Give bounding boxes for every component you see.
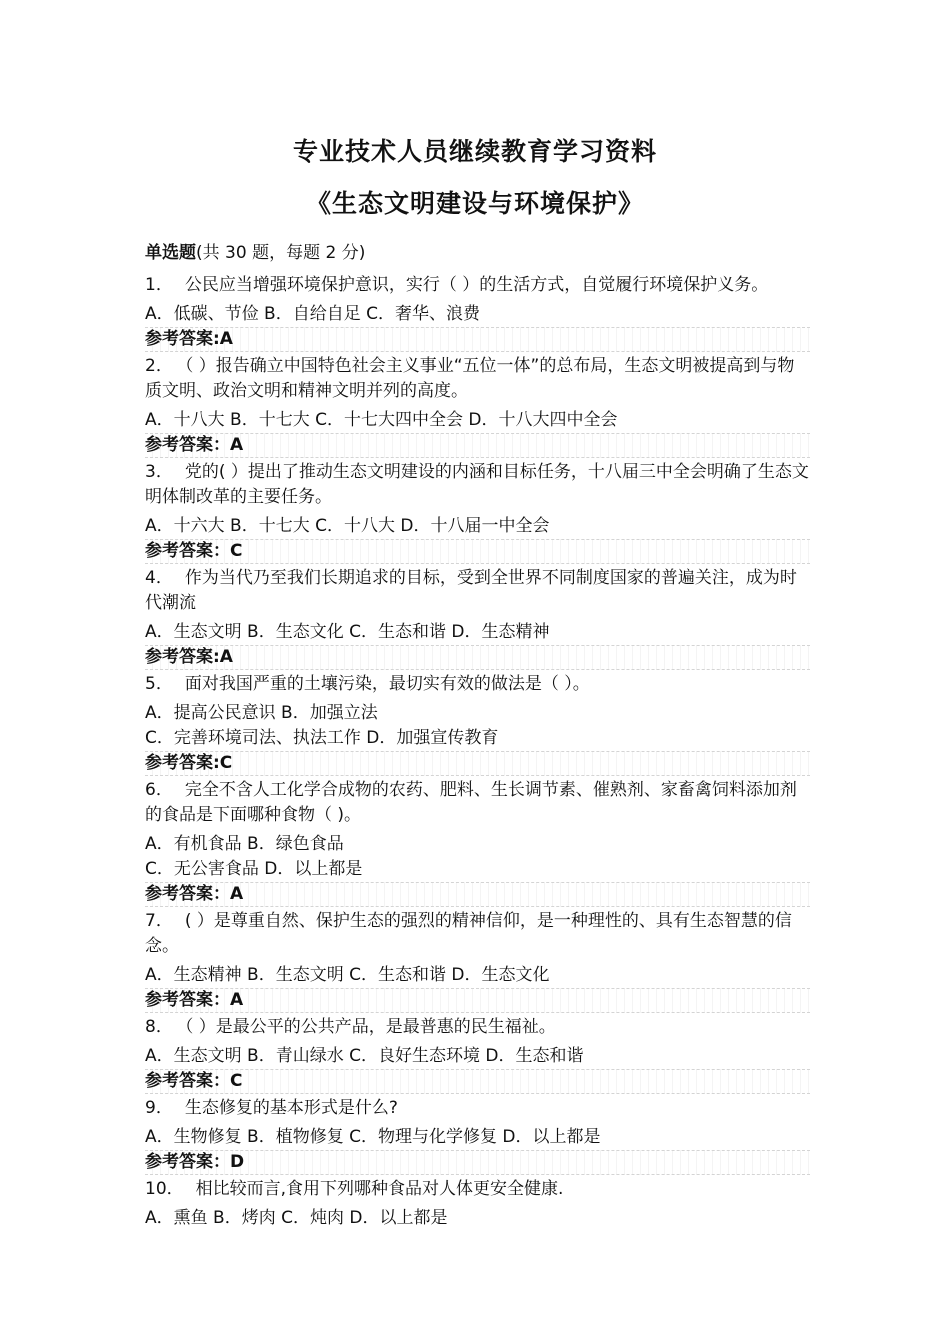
- question-number: 7．: [145, 911, 173, 931]
- question-number: 1．: [145, 275, 173, 295]
- question-item: [145, 909, 810, 1013]
- question-number: 8．: [145, 1017, 173, 1037]
- reference-answer: 参考答案:C: [145, 751, 810, 776]
- question-number: 10．: [145, 1179, 184, 1199]
- question-text: [145, 1177, 810, 1202]
- question-number: 9．: [145, 1098, 173, 1118]
- question-number: 2．: [145, 356, 173, 376]
- section-heading: [145, 238, 365, 263]
- reference-answer: 参考答案：D: [145, 1150, 810, 1175]
- question-text: [145, 354, 810, 404]
- reference-answer: 参考答案:A: [145, 327, 810, 352]
- answer-options: A．生态文明 B．青山绿水 C．良好生态环境 D．生态和谐: [145, 1046, 584, 1066]
- question-stem: ( ）是尊重自然、保护生态的强烈的精神信仰，是一种理性的、具有生态智慧的信念。: [145, 911, 792, 956]
- question-text: [145, 909, 810, 959]
- answer-options: C．无公害食品 D．以上都是: [145, 859, 363, 879]
- question-number: 4．: [145, 568, 173, 588]
- reference-answer: 参考答案：C: [145, 539, 810, 564]
- reference-answer: 参考答案：A: [145, 988, 810, 1013]
- question-text: [145, 672, 810, 697]
- question-stem: 面对我国严重的土壤污染，最切实有效的做法是（ ）。: [184, 674, 590, 694]
- question-stem: 作为当代乃至我们长期追求的目标，受到全世界不同制度国家的普遍关注，成为时代潮流: [145, 568, 797, 613]
- reference-answer: 参考答案：A: [145, 433, 810, 458]
- answer-options: A．十六大 B．十七大 C．十八大 D．十八届一中全会: [145, 516, 550, 536]
- answer-options: A．有机食品 B．绿色食品: [145, 834, 344, 854]
- question-item: [145, 672, 810, 776]
- question-list: [145, 273, 810, 1231]
- question-stem: 党的( ）提出了推动生态文明建设的内涵和目标任务，十八届三中全会明确了生态文明体制改革的主要任务。: [145, 462, 809, 507]
- question-item: [145, 1015, 810, 1094]
- section-heading-bold: 单选题: [145, 243, 196, 263]
- question-stem: 生态修复的基本形式是什么?: [184, 1098, 398, 1118]
- question-number: 3．: [145, 462, 173, 482]
- question-item: [145, 460, 810, 564]
- section-heading-detail: (共 30 题，每题 2 分): [196, 243, 366, 263]
- answer-options: A．生态文明 B．生态文化 C．生态和谐 D．生态精神: [145, 622, 550, 642]
- question-text: [145, 460, 810, 510]
- document-title: 专业技术人员继续教育学习资料: [292, 137, 657, 166]
- question-stem: 公民应当增强环境保护意识，实行（ ）的生活方式，自觉履行环境保护义务。: [184, 275, 769, 295]
- question-text: [145, 778, 810, 828]
- question-item: [145, 778, 810, 907]
- question-stem: 完全不含人工化学合成物的农药、肥料、生长调节素、催熟剂、家畜禽饲料添加剂的食品是下面哪种食物（ )。: [145, 780, 797, 825]
- reference-answer: 参考答案：A: [145, 882, 810, 907]
- document-subtitle: 《生态文明建设与环境保护》: [305, 189, 644, 218]
- question-stem: （ ）报告确立中国特色社会主义事业“五位一体”的总布局，生态文明被提高到与物质文明、政治文明和精神文明并列的高度。: [145, 356, 795, 401]
- answer-options: C．完善环境司法、执法工作 D．加强宣传教育: [145, 728, 499, 748]
- reference-answer: 参考答案：C: [145, 1069, 810, 1094]
- question-stem: （ ）是最公平的公共产品，是最普惠的民生福祉。: [184, 1017, 556, 1037]
- answer-options: A．提高公民意识 B．加强立法: [145, 703, 378, 723]
- question-text: [145, 1096, 810, 1121]
- question-item: [145, 1096, 810, 1175]
- answer-options: A．生物修复 B．植物修复 C．物理与化学修复 D．以上都是: [145, 1127, 601, 1147]
- question-number: 5．: [145, 674, 173, 694]
- question-item: [145, 1177, 810, 1231]
- question-item: [145, 566, 810, 670]
- question-number: 6．: [145, 780, 173, 800]
- question-text: [145, 273, 810, 298]
- answer-options: A．低碳、节俭 B．自给自足 C．奢华、浪费: [145, 304, 480, 324]
- question-stem: 相比较而言,食用下列哪种食品对人体更安全健康.: [195, 1179, 564, 1199]
- question-item: [145, 273, 810, 352]
- answer-options: A．十八大 B．十七大 C．十七大四中全会 D．十八大四中全会: [145, 410, 618, 430]
- answer-options: A．生态精神 B．生态文明 C．生态和谐 D．生态文化: [145, 965, 550, 985]
- question-item: [145, 354, 810, 458]
- question-text: [145, 566, 810, 616]
- answer-options: A．熏鱼 B．烤肉 C．炖肉 D．以上都是: [145, 1208, 448, 1228]
- reference-answer: 参考答案:A: [145, 645, 810, 670]
- question-text: [145, 1015, 810, 1040]
